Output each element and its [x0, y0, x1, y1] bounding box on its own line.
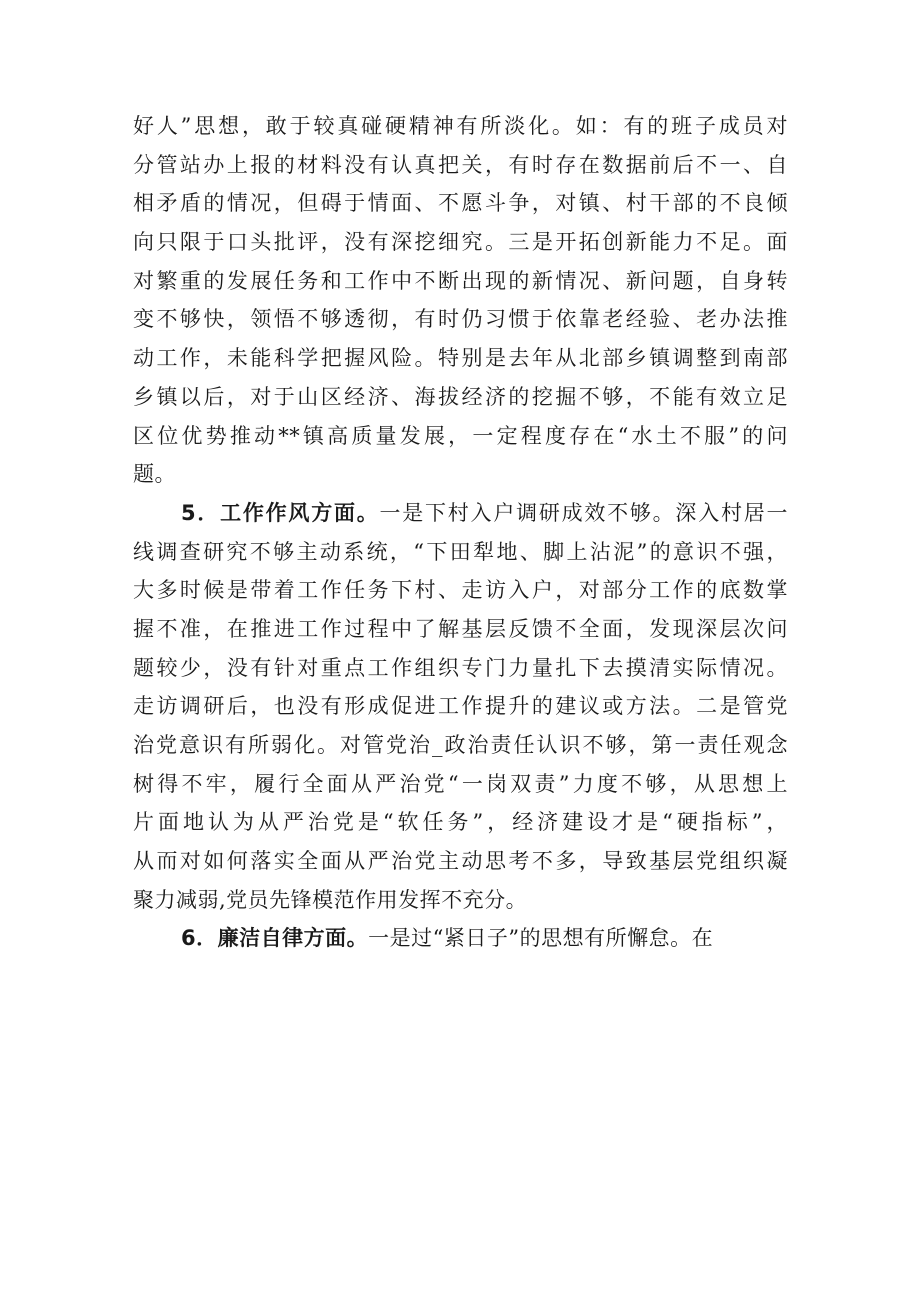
text-line: 聚力减弱,党员先锋模范作用发挥不充分。	[133, 887, 528, 912]
text-line: 片面地认为从严治党是“软任务”，经济建设才是“硬指标”，	[133, 810, 788, 835]
paragraph-3	[133, 919, 788, 958]
text-line: 线调查研究不够主动系统，“下田犁地、脚上沾泥”的意识不强，	[133, 539, 788, 564]
paragraph-1	[133, 107, 788, 494]
text-line: 题。	[133, 462, 176, 487]
paragraph-first-line	[133, 494, 788, 533]
text-line: 题较少，没有针对重点工作组织专门力量扎下去摸清实际情况。	[133, 655, 788, 680]
section-heading: 5．工作作风方面。	[181, 500, 380, 525]
text-line: 动工作，未能科学把握风险。特别是去年从北部乡镇调整到南部	[133, 346, 788, 371]
paragraph-first-line	[133, 919, 788, 958]
text-line: 握不准，在推进工作过程中了解基层反馈不全面，发现深层次问	[133, 616, 788, 641]
paragraph-2	[133, 494, 788, 920]
text-line: 分管站办上报的材料没有认真把关，有时存在数据前后不一、自	[133, 152, 788, 177]
text-line: 乡镇以后，对于山区经济、海拔经济的挖掘不够，不能有效立足	[133, 384, 788, 409]
text-line: 好人”思想，敢于较真碰硬精神有所淡化。如：有的班子成员对	[133, 114, 788, 138]
text-line: 对繁重的发展任务和工作中不断出现的新情况、新问题，自身转	[133, 268, 788, 293]
text-line: 从而对如何落实全面从严治党主动思考不多，导致基层党组织凝	[133, 849, 788, 874]
text-line: 向只限于口头批评，没有深挖细究。三是开拓创新能力不足。面	[133, 230, 788, 255]
text-line: 相矛盾的情况，但碍于情面、不愿斗争，对镇、村干部的不良倾	[133, 191, 788, 216]
document-body	[133, 107, 788, 958]
text-span: 一是下村入户调研成效不够。深入村居一	[379, 500, 788, 525]
text-line: 区位优势推动**镇高质量发展，一定程度存在“水土不服”的问	[133, 423, 788, 448]
text-line: 走访调研后，也没有形成促进工作提升的建议或方法。二是管党	[133, 694, 788, 719]
text-line: 树得不牢，履行全面从严治党“一岗双责”力度不够，从思想上	[133, 771, 788, 796]
text-line: 大多时候是带着工作任务下村、走访入户，对部分工作的底数掌	[133, 578, 788, 603]
text-line: 治党意识有所弱化。对管党治_政治责任认识不够，第一责任观念	[133, 733, 788, 757]
text-span: 一是过“紧日子”的思想有所懈怠。在	[368, 926, 714, 951]
text-line: 变不够快，领悟不够透彻，有时仍习惯于依靠老经验、老办法推	[133, 307, 788, 332]
section-heading: 6．廉洁自律方面。	[181, 926, 369, 951]
